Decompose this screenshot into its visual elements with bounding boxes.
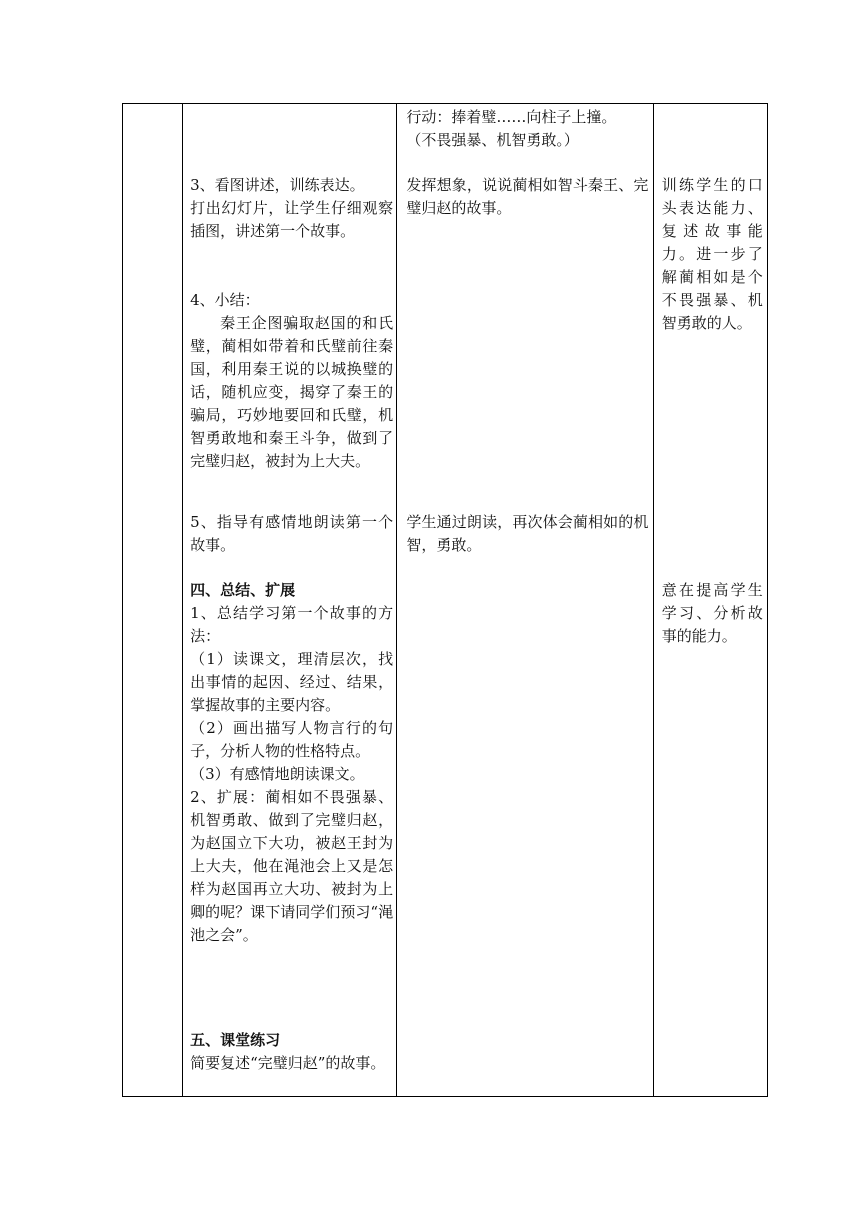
section-5-body: 简要复述“完璧归赵”的故事。 <box>190 1054 386 1072</box>
step-5-text: 5、指导有感情地朗读第一个故事。 <box>190 513 394 554</box>
step-3-body: 打出幻灯片，让学生仔细观察插图，讲述第一个故事。 <box>190 199 394 240</box>
section-4-heading: 四、总结、扩展 <box>190 581 296 599</box>
stage-column-cell <box>123 104 183 1097</box>
imagine-text: 发挥想象，说说蔺相如智斗秦王、完璧归赵的故事。 <box>406 176 649 217</box>
intent-1 <box>662 174 763 335</box>
action-traits: （不畏强暴、机智勇敢。） <box>406 131 579 149</box>
step-4-title: 4、小结： <box>190 291 260 309</box>
section-4-item-1: 1、总结学习第一个故事的方法： <box>190 604 394 645</box>
section-5 <box>190 1029 393 1075</box>
step-5 <box>190 511 393 557</box>
intent-2 <box>662 579 763 648</box>
step-4 <box>190 289 393 473</box>
section-4 <box>190 579 393 947</box>
section-4-subitem-1: （1）读课文，理清层次，找出事情的起因、经过、结果，掌握故事的主要内容。 <box>190 650 394 714</box>
student-activity-cell <box>397 104 653 1097</box>
step-4-summary: 秦王企图骗取赵国的和氏璧，蔺相如带着和氏璧前往秦国，利用秦王说的以城换璧的话，随机应变，揭穿了秦王的骗局，巧妙地要回和氏璧，机智勇敢地和秦王斗争，做到了完璧归赵，被封为上大夫。 <box>190 314 394 470</box>
step-3 <box>190 174 393 243</box>
intent-1-text: 训练学生的口头表达能力、复述故事能力。进一步了解蔺相如是个不畏强暴、机智勇敢的人。 <box>661 176 763 332</box>
action-note <box>406 106 648 152</box>
reading-activity <box>406 511 648 557</box>
step-3-title: 3、看图讲述，训练表达。 <box>190 176 365 194</box>
reading-text: 学生通过朗读，再次体会蔺相如的机智，勇敢。 <box>406 513 649 554</box>
lesson-plan-table <box>122 103 768 1097</box>
action-line: 行动：捧着璧……向柱子上撞。 <box>406 108 617 126</box>
teaching-process-cell <box>183 104 397 1097</box>
section-4-subitem-2: （2）画出描写人物言行的句子，分析人物的性格特点。 <box>190 719 394 760</box>
section-4-item-2: 2、扩展：蔺相如不畏强暴、机智勇敢、做到了完璧归赵，为赵国立下大功，被赵王封为上大夫，他在渑池会上又是怎样为赵国再立大功、被封为上卿的呢？课下请同学们预习“渑池之会”。 <box>190 788 394 944</box>
section-4-subitem-3: （3）有感情地朗读课文。 <box>190 765 365 783</box>
section-5-heading: 五、课堂练习 <box>190 1031 281 1049</box>
design-intent-cell <box>653 104 767 1097</box>
table-row <box>123 104 768 1097</box>
intent-2-text: 意在提高学生学习、分析故事的能力。 <box>661 581 763 645</box>
imagine-activity <box>406 174 648 220</box>
